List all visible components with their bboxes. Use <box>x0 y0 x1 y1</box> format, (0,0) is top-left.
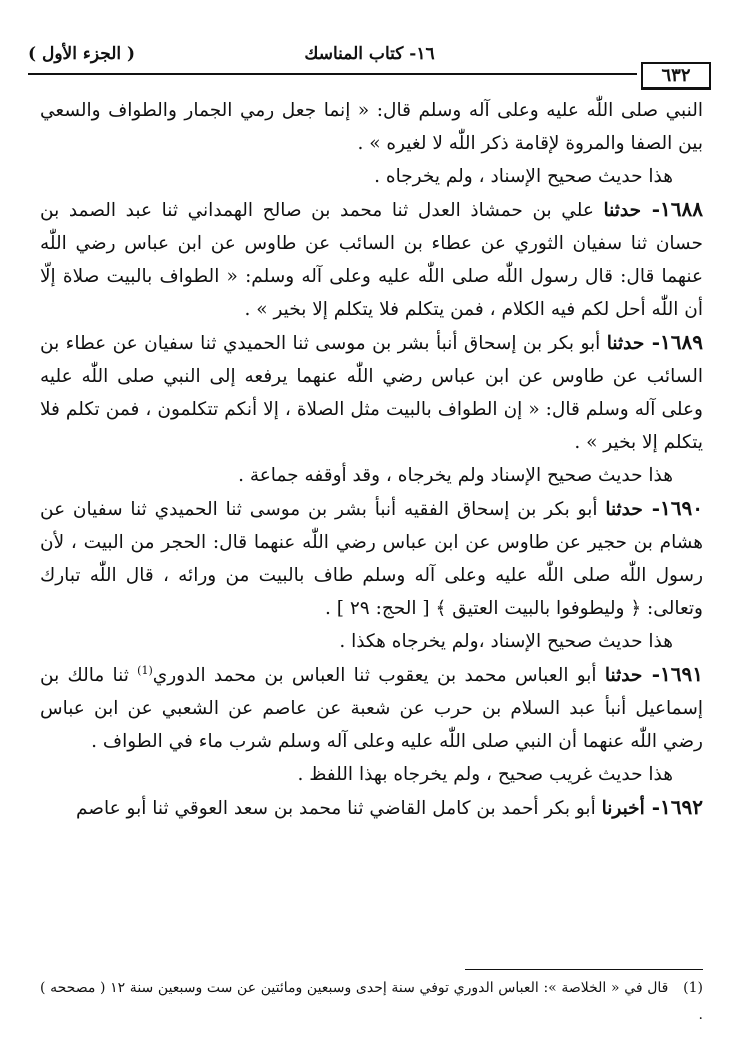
hadith-1690: ١٦٩٠- حدثنا أبو بكر بن إسحاق الفقيه أنبأ بشر بن موسى ثنا الحميدي ثنا سفيان عن هشام بن حجير عن طاوس عن ابن عباس رضي اللّٰه عنهما قال: الحجر من البيت ، لأن رسول اللّٰه صلى اللّٰه عليه وعلى آله وسلم طاف بالبيت من ورائه ، قال اللّٰه تبارك وتعالى: ﴿ وليطوفوا بالبيت العتيق ﴾ [ الحج: ٢٩ ] . <box>40 496 703 619</box>
narration-verb: حدثنا <box>603 200 642 221</box>
hadith-1688: ١٦٨٨- حدثنا علي بن حمشاذ العدل ثنا محمد بن صالح الهمداني ثنا عبد الصمد بن حسان ثنا سفيان الثوري عن عطاء بن السائب عن طاوس عن ابن عباس رضي اللّٰه عنهما قال: قال رسول اللّٰه صلى اللّٰه عليه وعلى آله وسلم: « الطواف بالبيت صلاة إلّا أن اللّٰه أحل لكم فيه الكلام ، فمن يتكلم فلا يتكلم إلا بخير » . <box>40 197 703 320</box>
paragraph <box>40 94 703 160</box>
grading-note <box>40 160 703 193</box>
header-rule <box>28 73 637 75</box>
narration-verb: حدثنا <box>604 665 643 686</box>
paragraph-text: أبو بكر أحمد بن كامل القاضي ثنا محمد بن سعد العوقي ثنا أبو عاصم <box>75 798 596 819</box>
paragraph-text: النبي صلى اللّٰه عليه وعلى آله وسلم قال: « إنما جعل رمي الجمار والطواف والسعي بين الصفا والمروة لإقامة ذكر اللّٰه لا لغيره » . <box>40 100 703 154</box>
grading-note <box>40 459 703 492</box>
page-header <box>28 40 711 86</box>
hadith-1689: ١٦٨٩- حدثنا أبو بكر بن إسحاق أنبأ بشر بن موسى ثنا الحميدي ثنا سفيان عن عطاء بن السائب عن طاوس عن ابن عباس رضي اللّٰه عنهما يرفعه إلى النبي صلى اللّٰه عليه وعلى آله وسلم قال: « إن الطواف بالبيت مثل الصلاة ، إلا أنكم تتكلمون ، فمن تكلم فلا يتكلم إلا بخير » . <box>40 330 704 453</box>
narration-verb: أخبرنا <box>601 798 645 819</box>
footnote-text: قال في « الخلاصة »: العباس الدوري توفي سنة إحدى وسبعين ومائتين عن ست وسبعين سنة ١٢ ( مصححه ) . <box>40 980 703 1023</box>
footnote-divider <box>465 969 703 970</box>
paragraph-text: هذا حديث صحيح الإسناد ، ولم يخرجاه . <box>374 166 673 187</box>
paragraph-text: هذا حديث صحيح الإسناد ،ولم يخرجاه هكذا . <box>339 631 673 652</box>
hadith-number: ١٦٩٢ <box>660 795 703 819</box>
hadith-1692: ١٦٩٢- أخبرنا أبو بكر أحمد بن كامل القاضي ثنا محمد بن سعد العوقي ثنا أبو عاصم <box>75 795 703 819</box>
hadith-number: ١٦٩٠ <box>660 496 703 520</box>
page-body <box>40 94 703 825</box>
chapter-title: ١٦- كتاب المناسك <box>304 44 435 64</box>
hadith-number: ١٦٩١ <box>660 662 703 686</box>
paragraph-text: هذا حديث صحيح الإسناد ولم يخرجاه ، وقد أوقفه جماعة . <box>238 465 673 486</box>
grading-note <box>40 625 703 658</box>
paragraph-text: علي بن حمشاذ العدل ثنا محمد بن صالح الهمداني ثنا عبد الصمد بن حسان ثنا سفيان الثوري عن عطاء بن السائب عن طاوس عن ابن عباس رضي اللّٰه عنهما قال: قال رسول اللّٰه صلى اللّٰه عليه وعلى آله وسلم: « الطواف بالبيت صلاة إلّا أن اللّٰه أحل لكم فيه الكلام ، فمن يتكلم فلا يتكلم إلا بخير » . <box>40 200 703 320</box>
paragraph-text: ثنا مالك بن إسماعيل أنبأ عبد السلام بن حرب عن شعبة عن عاصم عن الشعبي عن ابن عباس رضي اللّٰه عنهما أن النبي صلى اللّٰه عليه وعلى آله وسلم شرب ماء في الطواف . <box>40 665 703 752</box>
footnote-number: (1) <box>683 980 703 996</box>
footnote <box>40 975 703 1029</box>
grading-note <box>40 758 703 791</box>
page-number: ٦٣٢ <box>641 62 711 90</box>
paragraph-text: أبو بكر بن إسحاق أنبأ بشر بن موسى ثنا الحميدي ثنا سفيان عن عطاء بن السائب عن طاوس عن ابن عباس رضي اللّٰه عنهما يرفعه إلى النبي صلى اللّٰه عليه وعلى آله وسلم قال: « إن الطواف بالبيت مثل الصلاة ، إلا أنكم تتكلمون ، فمن تكلم فلا يتكلم إلا بخير » . <box>40 333 703 453</box>
volume-label: ( الجزء الأول ) <box>28 44 136 64</box>
paragraph-text: أبو العباس محمد بن يعقوب ثنا العباس بن محمد الدوري <box>152 665 597 686</box>
narration-verb: حدثنا <box>605 499 643 520</box>
paragraph-text: هذا حديث غريب صحيح ، ولم يخرجاه بهذا اللفظ . <box>297 764 673 785</box>
hadith-1691: ١٦٩١- حدثنا أبو العباس محمد بن يعقوب ثنا العباس بن محمد الدوري$^{(1)}$ ثنا مالك بن إسماعيل أنبأ عبد السلام بن حرب عن شعبة عن عاصم عن الشعبي عن ابن عباس رضي اللّٰه عنهما أن النبي صلى اللّٰه عليه وعلى آله وسلم شرب ماء في الطواف . <box>40 662 703 752</box>
hadith-number: ١٦٨٩ <box>660 330 704 354</box>
footnote-reference[interactable]: (1) <box>137 663 153 677</box>
narration-verb: حدثنا <box>606 333 645 354</box>
paragraph-text: أبو بكر بن إسحاق الفقيه أنبأ بشر بن موسى ثنا الحميدي ثنا سفيان عن هشام بن حجير عن طاوس عن ابن عباس رضي اللّٰه عنهما قال: الحجر من البيت ، لأن رسول اللّٰه صلى اللّٰه عليه وعلى آله وسلم طاف بالبيت من ورائه ، قال اللّٰه تبارك وتعالى: ﴿ وليطوفوا بالبيت العتيق ﴾ [ الحج: ٢٩ ] . <box>40 499 703 619</box>
hadith-number: ١٦٨٨ <box>660 197 703 221</box>
